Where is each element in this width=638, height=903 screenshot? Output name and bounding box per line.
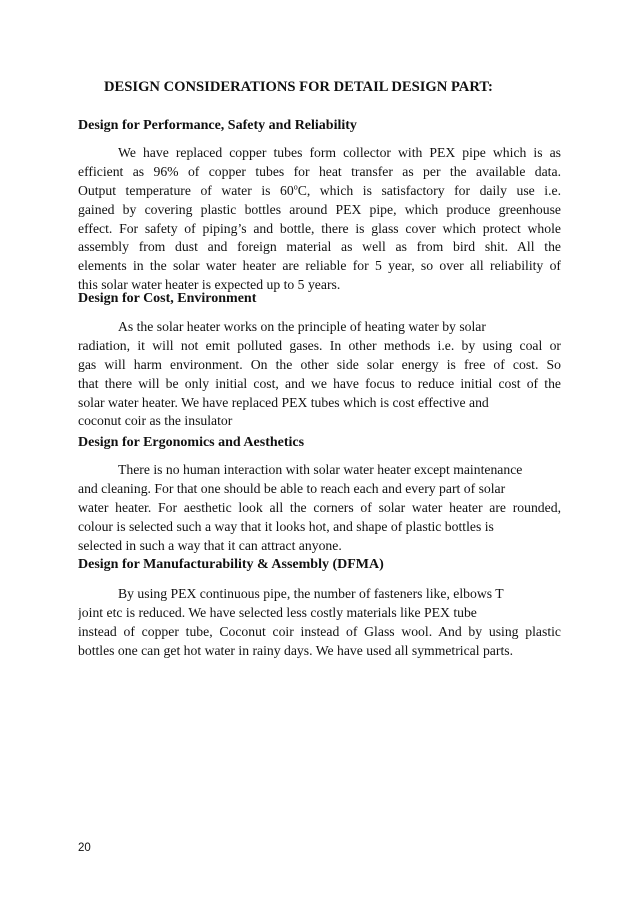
section-heading-dfma: Design for Manufacturability & Assembly (DFMA) bbox=[78, 557, 384, 572]
section-heading-cost-environment: Design for Cost, Environment bbox=[78, 291, 257, 306]
page-title: DESIGN CONSIDERATIONS FOR DETAIL DESIGN PART: bbox=[104, 79, 493, 95]
paragraph-line: this solar water heater is expected up to 5 years. bbox=[78, 277, 341, 293]
paragraph-line: gas will harm environment. On the other side solar energy is free of cost. So bbox=[78, 356, 561, 372]
paragraph-line: By using PEX continuous pipe, the number of fasteners like, elbows T bbox=[118, 586, 504, 601]
paragraph-line: efficient as 96% of copper tubes for heat transfer as per the available data. bbox=[78, 163, 561, 179]
paragraph-line: and cleaning. For that one should be able to reach each and every part of solar bbox=[78, 480, 506, 496]
paragraph-line: There is no human interaction with solar water heater except maintenance bbox=[118, 462, 523, 477]
degree-symbol: o bbox=[293, 182, 298, 192]
paragraph-line: effect. For safety of piping’s and bottle, there is glass cover which protect whole bbox=[78, 220, 561, 236]
paragraph-line: elements in the solar water heater are reliable for 5 year, so over all reliability of bbox=[78, 258, 561, 274]
page-number: 20 bbox=[78, 842, 91, 854]
temperature-suffix-text: C, which is satisfactory for daily use i.e. bbox=[297, 182, 561, 198]
paragraph-line: water heater. For aesthetic look all the corners of solar water heater are rounded, bbox=[78, 499, 561, 515]
paragraph-line: bottles one can get hot water in rainy days. We have used all symmetrical parts. bbox=[78, 642, 513, 658]
paragraph-performance bbox=[78, 144, 561, 295]
paragraph-line: joint etc is reduced. We have selected less costly materials like PEX tube bbox=[78, 604, 477, 620]
paragraph-cost-environment bbox=[78, 318, 561, 431]
paragraph-line: As the solar heater works on the principle of heating water by solar bbox=[118, 319, 486, 334]
paragraph-line-with-degree bbox=[78, 182, 561, 201]
paragraph-line: assembly from dust and foreign material as well as from bird shit. All the bbox=[78, 239, 561, 255]
paragraph-line: that there will be only initial cost, and we have focus to reduce initial cost of the bbox=[78, 375, 561, 391]
paragraph-ergonomics-aesthetics bbox=[78, 461, 561, 555]
paragraph-line: radiation, it will not emit polluted gases. In other methods i.e. by using coal or bbox=[78, 337, 561, 353]
paragraph-line: gained by covering plastic bottles around PEX pipe, which produce greenhouse bbox=[78, 201, 561, 217]
section-heading-performance: Design for Performance, Safety and Reliability bbox=[78, 118, 357, 133]
paragraph-line: colour is selected such a way that it looks hot, and shape of plastic bottles is bbox=[78, 518, 494, 534]
section-heading-ergonomics-aesthetics: Design for Ergonomics and Aesthetics bbox=[78, 435, 305, 450]
paragraph-line: coconut coir as the insulator bbox=[78, 413, 233, 429]
temperature-text: Output temperature of water is 60 bbox=[78, 182, 294, 198]
paragraph-line: instead of copper tube, Coconut coir instead of Glass wool. And by using plastic bbox=[78, 623, 561, 639]
paragraph-line: solar water heater. We have replaced PEX tubes which is cost effective and bbox=[78, 394, 489, 410]
paragraph-line: selected in such a way that it can attract anyone. bbox=[78, 537, 342, 553]
paragraph-dfma bbox=[78, 585, 561, 661]
paragraph-line: We have replaced copper tubes form collector with PEX pipe which is as bbox=[118, 145, 561, 160]
